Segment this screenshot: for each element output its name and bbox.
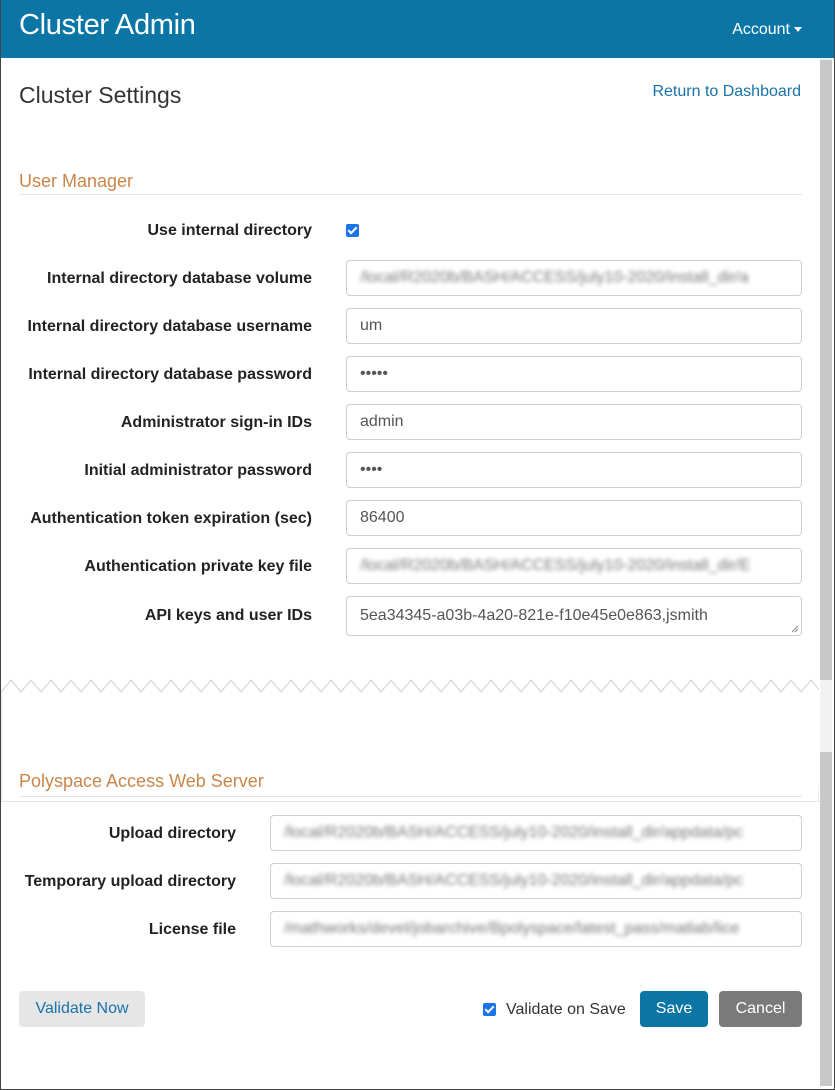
- input-value: ••••: [360, 461, 383, 478]
- scrollbar-thumb-top[interactable]: [820, 60, 832, 680]
- text-input[interactable]: [346, 500, 802, 536]
- section-title-user-manager: User Manager: [19, 171, 134, 191]
- field-label: Internal directory database volume: [47, 270, 312, 287]
- input-value: admin: [360, 413, 404, 430]
- text-input[interactable]: [270, 863, 802, 899]
- text-input[interactable]: [346, 548, 802, 584]
- return-to-dashboard-link[interactable]: Return to Dashboard: [652, 83, 801, 100]
- scrollbar-thumb-bottom[interactable]: [820, 752, 832, 1086]
- text-input[interactable]: [346, 452, 802, 488]
- app-brand[interactable]: Cluster Admin: [19, 9, 196, 41]
- page-title: Cluster Settings: [19, 82, 182, 108]
- field-label: Internal directory database username: [27, 318, 312, 335]
- text-input[interactable]: [346, 308, 802, 344]
- input-value: /local/R2020b/BASH/ACCESS/july10-2020/install_dir/E: [360, 557, 751, 574]
- api-keys-value: 5ea34345-a03b-4a20-821e-f10e45e0e863,jsmith: [360, 607, 708, 624]
- input-value: /local/R2020b/BASH/ACCESS/july10-2020/install_dir/appdata/pc: [284, 824, 743, 841]
- navbar: [1, 0, 835, 58]
- field-label: Internal directory database password: [28, 366, 312, 383]
- validate-on-save-label: Validate on Save: [506, 1001, 626, 1018]
- text-input[interactable]: [346, 356, 802, 392]
- input-value: /local/R2020b/BASH/ACCESS/july10-2020/install_dir/appdata/pc: [284, 872, 743, 889]
- text-input[interactable]: [270, 911, 802, 947]
- caret-down-icon: [794, 27, 802, 32]
- section-title-web-server: Polyspace Access Web Server: [19, 771, 264, 791]
- input-value: /mathworks/devel/jobarchive/Bpolyspace/latest_pass/matlab/lice: [284, 920, 740, 937]
- api-keys-textarea[interactable]: [346, 596, 802, 636]
- input-value: •••••: [360, 365, 389, 382]
- save-button[interactable]: Save: [640, 991, 708, 1027]
- field-label: Authentication private key file: [84, 558, 312, 575]
- section-divider: [19, 194, 802, 195]
- text-input[interactable]: [346, 404, 802, 440]
- field-label: Initial administrator password: [84, 462, 312, 479]
- section-divider: [19, 796, 802, 797]
- account-label: Account: [732, 21, 790, 38]
- resize-handle-icon[interactable]: [791, 625, 799, 633]
- input-value: 86400: [360, 509, 405, 526]
- input-value: um: [360, 317, 383, 334]
- field-label: Authentication token expiration (sec): [30, 510, 312, 527]
- use-internal-directory-label: Use internal directory: [147, 222, 312, 239]
- text-input[interactable]: [346, 260, 802, 296]
- field-label: Temporary upload directory: [24, 873, 236, 890]
- input-value: /local/R2020b/BASH/ACCESS/july10-2020/install_dir/a: [360, 269, 749, 286]
- field-label: Administrator sign-in IDs: [120, 414, 312, 431]
- validate-on-save-checkbox[interactable]: [483, 1003, 496, 1016]
- use-internal-directory-checkbox[interactable]: [346, 224, 359, 237]
- account-menu[interactable]: [732, 21, 802, 39]
- field-label: License file: [148, 921, 236, 938]
- text-input[interactable]: [270, 815, 802, 851]
- api-keys-label: API keys and user IDs: [144, 607, 312, 624]
- cancel-button[interactable]: Cancel: [719, 991, 802, 1027]
- field-label: Upload directory: [108, 825, 236, 842]
- validate-now-button[interactable]: Validate Now: [19, 991, 145, 1027]
- main-content: [1, 58, 819, 1086]
